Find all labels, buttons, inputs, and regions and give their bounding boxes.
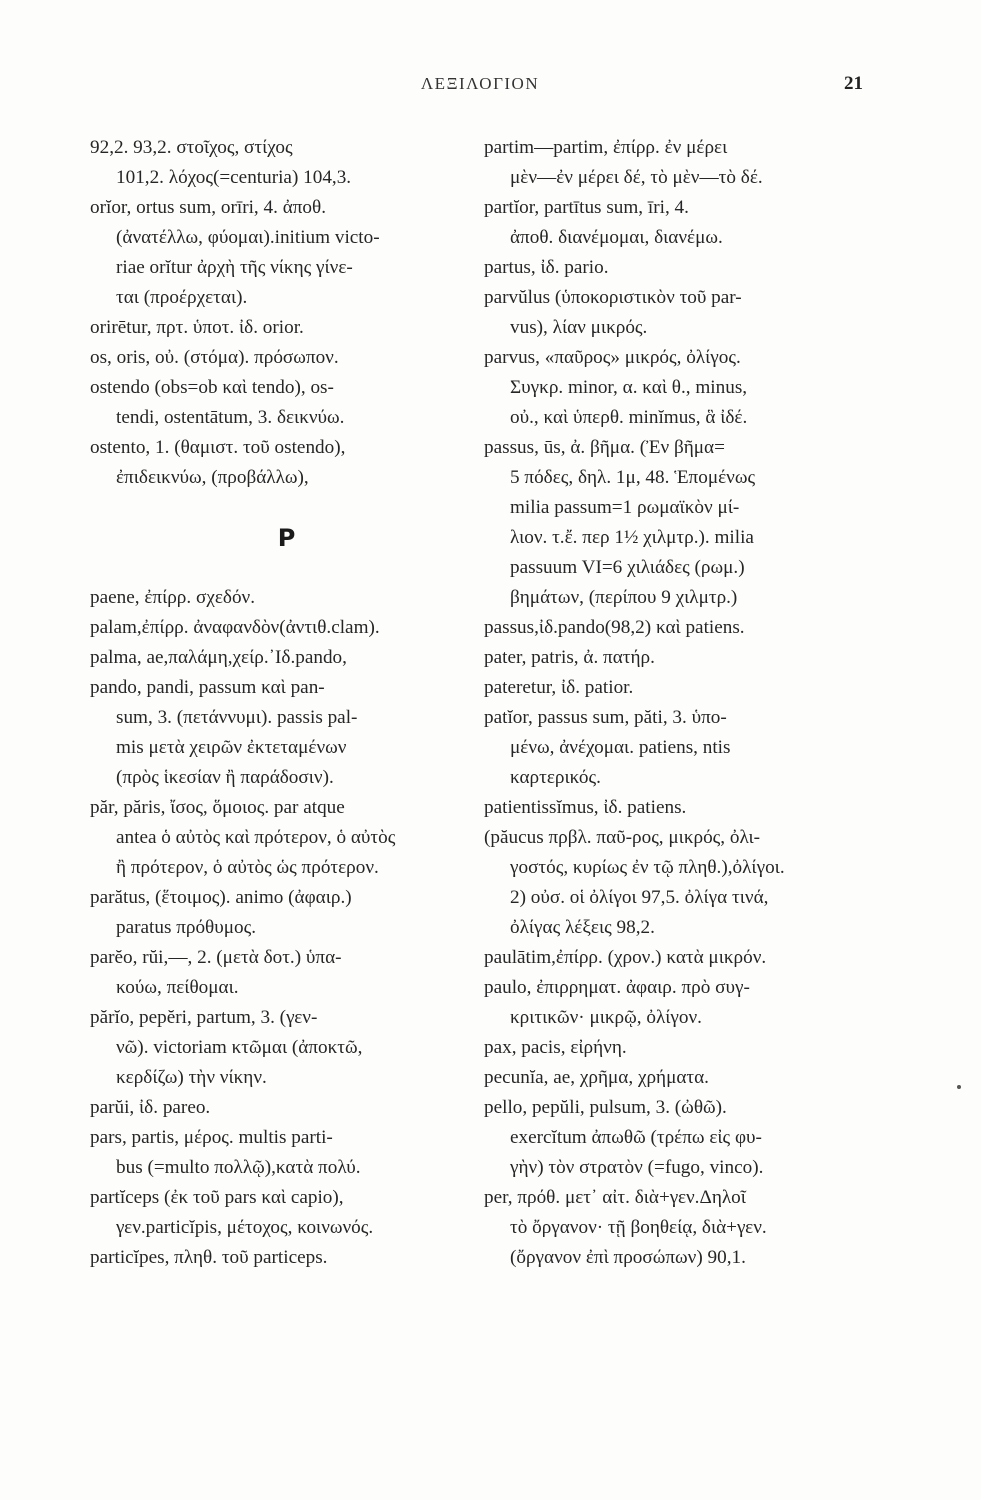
dictionary-entry-line: antea ὁ αὐτὸς καὶ πρότερον, ὁ αὐτὸς xyxy=(116,827,396,848)
dictionary-entry-line: ostento, 1. (θαμιστ. τοῦ ostendo), xyxy=(90,437,346,458)
dictionary-entry-line: κερδίζω) τὴν νίκην. xyxy=(116,1067,267,1088)
dictionary-entry-line: sum, 3. (πετάννυμι). passis pal- xyxy=(116,707,358,728)
dictionary-entry-line: per, πρόθ. μετ᾿ αἰτ. διὰ+γεν.Δηλοῖ xyxy=(484,1187,746,1208)
dictionary-entry-line: partus, ἰδ. pario. xyxy=(484,257,609,278)
dictionary-entry-line: ἢ πρότερον, ὁ αὐτὸς ὡς πρότερον. xyxy=(116,857,379,878)
dictionary-entry-line: pello, pepŭli, pulsum, 3. (ὠθῶ). xyxy=(484,1097,727,1118)
dictionary-entry-line: partim—partim, ἐπίρρ. ἐν μέρει xyxy=(484,137,728,158)
dictionary-entry-line: κριτικῶν· μικρῷ, ὀλίγον. xyxy=(510,1007,702,1028)
dictionary-entry-line: ἀποθ. διανέμομαι, διανέμω. xyxy=(510,227,723,248)
dictionary-entry-line: νῶ). victoriam κτῶμαι (ἀποκτῶ, xyxy=(116,1037,363,1058)
dictionary-entry-line: părĭo, pepĕri, partum, 3. (γεν- xyxy=(90,1007,318,1028)
dictionary-entry-line: ὀλίγας λέξεις 98,2. xyxy=(510,917,655,938)
dictionary-entry-line: pars, partis, μέρος. multis parti- xyxy=(90,1127,333,1148)
dictionary-entry-line: γὴν) τὸν στρατὸν (=fugo, vinco). xyxy=(510,1157,764,1178)
dictionary-entry-line: patientissĭmus, ἰδ. patiens. xyxy=(484,797,687,818)
page-mark xyxy=(957,1085,961,1089)
dictionary-entry-line: οὐ., καὶ ὑπερθ. minĭmus, ἃ ἰδέ. xyxy=(510,407,748,428)
dictionary-entry-line: patĭor, passus sum, păti, 3. ὑπο- xyxy=(484,707,727,728)
dictionary-entry-line: parvus, «παῦρος» μικρός, ὀλίγος. xyxy=(484,347,741,368)
dictionary-entry-line: paulātim,ἐπίρρ. (χρον.) κατὰ μικρόν. xyxy=(484,947,767,968)
dictionary-entry-line: λιον. τ.ἔ. περ 1½ χιλμτρ.). milia xyxy=(510,527,754,548)
dictionary-entry-line: passuum VI=6 χιλιάδες (ρωμ.) xyxy=(510,557,745,578)
dictionary-entry-line: palam,ἐπίρρ. ἀναφανδὸν(ἀντιθ.clam). xyxy=(90,617,380,638)
dictionary-entry-line: pax, pacis, εἰρήνη. xyxy=(484,1037,627,1058)
dictionary-entry-line: γεν.particĭpis, μέτοχος, κοινωνός. xyxy=(116,1217,374,1238)
dictionary-entry-line: orĭor, ortus sum, orīri, 4. ἀποθ. xyxy=(90,197,327,218)
dictionary-entry-line: γοστός, κυρίως ἐν τῷ πληθ.),ὀλίγοι. xyxy=(510,857,785,878)
section-letter: P xyxy=(277,524,296,552)
dictionary-entry-line: 2) οὐσ. οἱ ὀλίγοι 97,5. ὀλίγα τινά, xyxy=(510,887,769,908)
dictionary-entry-line: tendi, ostentātum, 3. δεικνύω. xyxy=(116,407,345,428)
dictionary-entry-line: ostendo (obs=ob καὶ tendo), os- xyxy=(90,377,334,398)
dictionary-entry-line: pateretur, ἰδ. patior. xyxy=(484,677,634,698)
dictionary-entry-line: partĭceps (ἐκ τοῦ pars καὶ capio), xyxy=(90,1187,344,1208)
dictionary-entry-line: βημάτων, (περίπου 9 χιλμτρ.) xyxy=(510,587,738,608)
dictionary-entry-line: ται (προέρχεται). xyxy=(116,287,248,308)
dictionary-entry-line: ἐπιδεικνύω, (προβάλλω), xyxy=(116,467,309,488)
dictionary-entry-line: Συγκρ. minor, α. καὶ θ., minus, xyxy=(510,377,748,398)
page-number: 21 xyxy=(844,73,863,94)
dictionary-entry-line: τὸ ὄργανον· τῇ βοηθείᾳ, διὰ+γεν. xyxy=(510,1217,767,1238)
dictionary-entry-line: bus (=multo πολλῷ),κατὰ πολύ. xyxy=(116,1157,361,1178)
dictionary-entry-line: păr, păris, ἴσος, ὅμοιος. par atque xyxy=(90,797,345,818)
dictionary-entry-line: parĕo, rŭi,—, 2. (μετὰ δοτ.) ὑπα- xyxy=(90,947,342,968)
dictionary-entry-line: κούω, πείθομαι. xyxy=(116,977,239,998)
running-head xyxy=(0,74,981,104)
dictionary-entry-line: pater, patris, ἀ. πατήρ. xyxy=(484,647,655,668)
dictionary-entry-line: μένω, ἀνέχομαι. patiens, ntis xyxy=(510,737,731,758)
dictionary-entry-line: καρτερικός. xyxy=(510,767,601,788)
dictionary-entry-line: 101,2. λόχος(=centuria) 104,3. xyxy=(116,167,352,188)
dictionary-entry-line: vus), λίαν μικρός. xyxy=(510,317,648,338)
dictionary-entry-line: paene, ἐπίρρ. σχεδόν. xyxy=(90,587,256,608)
dictionary-entry-line: particĭpes, πληθ. τοῦ particeps. xyxy=(90,1247,328,1268)
dictionary-entry-line: 5 πόδες, δηλ. 1μ, 48. Ἑπομένως xyxy=(510,467,756,488)
dictionary-entry-line: parătus, (ἕτοιμος). animo (ἀφαιρ.) xyxy=(90,887,352,908)
dictionary-entry-line: parvŭlus (ὑποκοριστικὸν τοῦ par- xyxy=(484,287,742,308)
dictionary-entry-line: pecunĭa, ae, χρῆμα, χρήματα. xyxy=(484,1067,709,1088)
dictionary-entry-line: parŭi, ἰδ. pareo. xyxy=(90,1097,211,1118)
dictionary-entry-line: orirētur, πρτ. ὑποτ. ἰδ. orior. xyxy=(90,317,304,338)
dictionary-entry-line: exercĭtum ἀπωθῶ (τρέπω εἰς φυ- xyxy=(510,1127,762,1148)
dictionary-entry-line: paratus πρόθυμος. xyxy=(116,917,257,938)
dictionary-entry-line: pando, pandi, passum καὶ pan- xyxy=(90,677,325,698)
dictionary-entry-line: (πρὸς ἱκεσίαν ἢ παράδοσιν). xyxy=(116,767,334,788)
dictionary-entry-line: os, oris, οὐ. (στόμα). πρόσωπον. xyxy=(90,347,339,368)
dictionary-entry-line: milia passum=1 ρωμαϊκὸν μί- xyxy=(510,497,740,518)
dictionary-entry-line: (ἀνατέλλω, φύομαι).initium victo- xyxy=(116,227,380,248)
dictionary-entry-line: 92,2. 93,2. στοῖχος, στίχος xyxy=(90,137,293,158)
dictionary-entry-line: (păucus πρβλ. παῦ-ρος, μικρός, ὀλι- xyxy=(484,827,761,848)
dictionary-entry-line: partĭor, partītus sum, īri, 4. xyxy=(484,197,689,218)
dictionary-entry-line: paulo, ἐπιρρηματ. ἀφαιρ. πρὸ συγ- xyxy=(484,977,750,998)
dictionary-entry-line: riae orĭtur ἀρχὴ τῆς νίκης γίνε- xyxy=(116,257,353,278)
dictionary-entry-line: μὲν—ἐν μέρει δέ, τὸ μὲν—τὸ δέ. xyxy=(510,167,763,188)
left-column xyxy=(90,133,475,1273)
dictionary-entry-line: passus,ἰδ.pando(98,2) καὶ patiens. xyxy=(484,617,745,638)
dictionary-entry-line: (ὄργανον ἐπὶ προσώπων) 90,1. xyxy=(510,1247,746,1268)
dictionary-entry-line: mis μετὰ χειρῶν ἐκτεταμένων xyxy=(116,737,347,758)
dictionary-entry-line: passus, ūs, ἀ. βῆμα. (Ἐν βῆμα= xyxy=(484,437,725,458)
dictionary-entry-line: palma, ae,παλάμη,χείρ.᾿Ιδ.pando, xyxy=(90,647,347,668)
page-title: ΛΕΞΙΛΟΓΙΟΝ xyxy=(420,74,540,93)
right-column xyxy=(484,133,884,1273)
